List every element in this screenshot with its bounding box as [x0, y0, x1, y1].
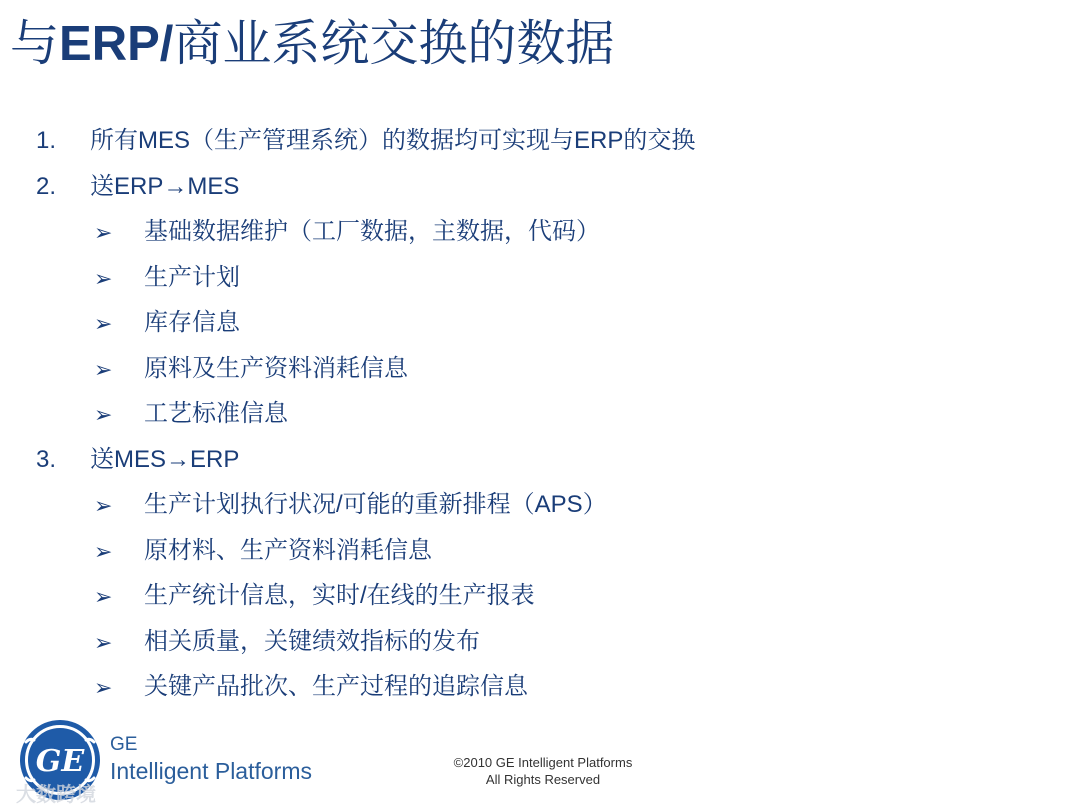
logo-text: GE — [35, 744, 85, 779]
arrow-bullet-icon: ➢ — [94, 584, 113, 609]
copyright — [440, 754, 646, 788]
copyright-line-2: All Rights Reserved — [485, 772, 601, 787]
sub-item — [36, 486, 1056, 532]
sub-item-text: 基础数据维护（工厂数据，主数据，代码） — [144, 218, 600, 245]
brand-name — [110, 732, 312, 784]
title-prefix: 与 — [10, 17, 60, 71]
sub-item-text: 库存信息 — [144, 309, 240, 336]
sub-item-text: 相关质量，关键绩效指标的发布 — [144, 627, 480, 655]
content-list — [36, 122, 1056, 714]
sub-item — [36, 350, 1056, 396]
arrow-bullet-icon: ➢ — [94, 629, 113, 655]
sub-item — [36, 213, 1056, 259]
item-number: 3. — [36, 445, 57, 473]
item-text: 所有MES（生产管理系统）的数据均可实现与ERP的交换 — [90, 127, 696, 154]
arrow-bullet-icon: ➢ — [94, 265, 113, 291]
item-number: 1. — [36, 127, 57, 154]
sub-item-text: 工艺标准信息 — [144, 400, 288, 427]
arrow-bullet-icon: ➢ — [94, 402, 113, 427]
sub-item-text: 关键产品批次、生产过程的追踪信息 — [144, 673, 528, 700]
sub-item — [36, 532, 1056, 578]
sub-item-text: 原料及生产资料消耗信息 — [144, 354, 408, 382]
arrow-bullet-icon: ➢ — [94, 220, 113, 245]
sub-item-text: 生产计划执行状况/可能的重新排程（APS） — [144, 491, 607, 518]
sub-item-text: 原材料、生产资料消耗信息 — [144, 536, 432, 564]
sub-item — [36, 259, 1056, 305]
copyright-line-1: ©2010 GE Intelligent Platforms — [453, 755, 633, 770]
sub-item — [36, 395, 1056, 441]
list-item-3 — [36, 441, 1056, 487]
arrow-bullet-icon: ➢ — [94, 675, 113, 700]
arrow-bullet-icon: ➢ — [94, 493, 113, 518]
item-number: 2. — [36, 172, 57, 200]
item-text: 送MES→ERP — [90, 445, 240, 473]
sub-item — [36, 623, 1056, 669]
sub-item — [36, 577, 1056, 623]
list-item-2 — [36, 168, 1056, 214]
slide-title — [10, 18, 614, 72]
item-text: 送ERP→MES — [90, 172, 240, 200]
sub-item-text: 生产统计信息，实时/在线的生产报表 — [144, 582, 535, 609]
brand-line-2: Intelligent Platforms — [110, 758, 312, 784]
list-item-1 — [36, 122, 1056, 168]
title-suffix: 商业系统交换的数据 — [173, 17, 615, 71]
arrow-bullet-icon: ➢ — [94, 538, 113, 564]
watermark: 大数跨境 — [16, 784, 96, 806]
sub-item-text: 生产计划 — [144, 263, 240, 291]
arrow-bullet-icon: ➢ — [94, 356, 113, 382]
arrow-bullet-icon: ➢ — [94, 311, 113, 336]
brand-line-1: GE — [110, 734, 138, 755]
sub-item — [36, 304, 1056, 350]
sub-item — [36, 668, 1056, 714]
title-latin: ERP/ — [59, 17, 174, 71]
